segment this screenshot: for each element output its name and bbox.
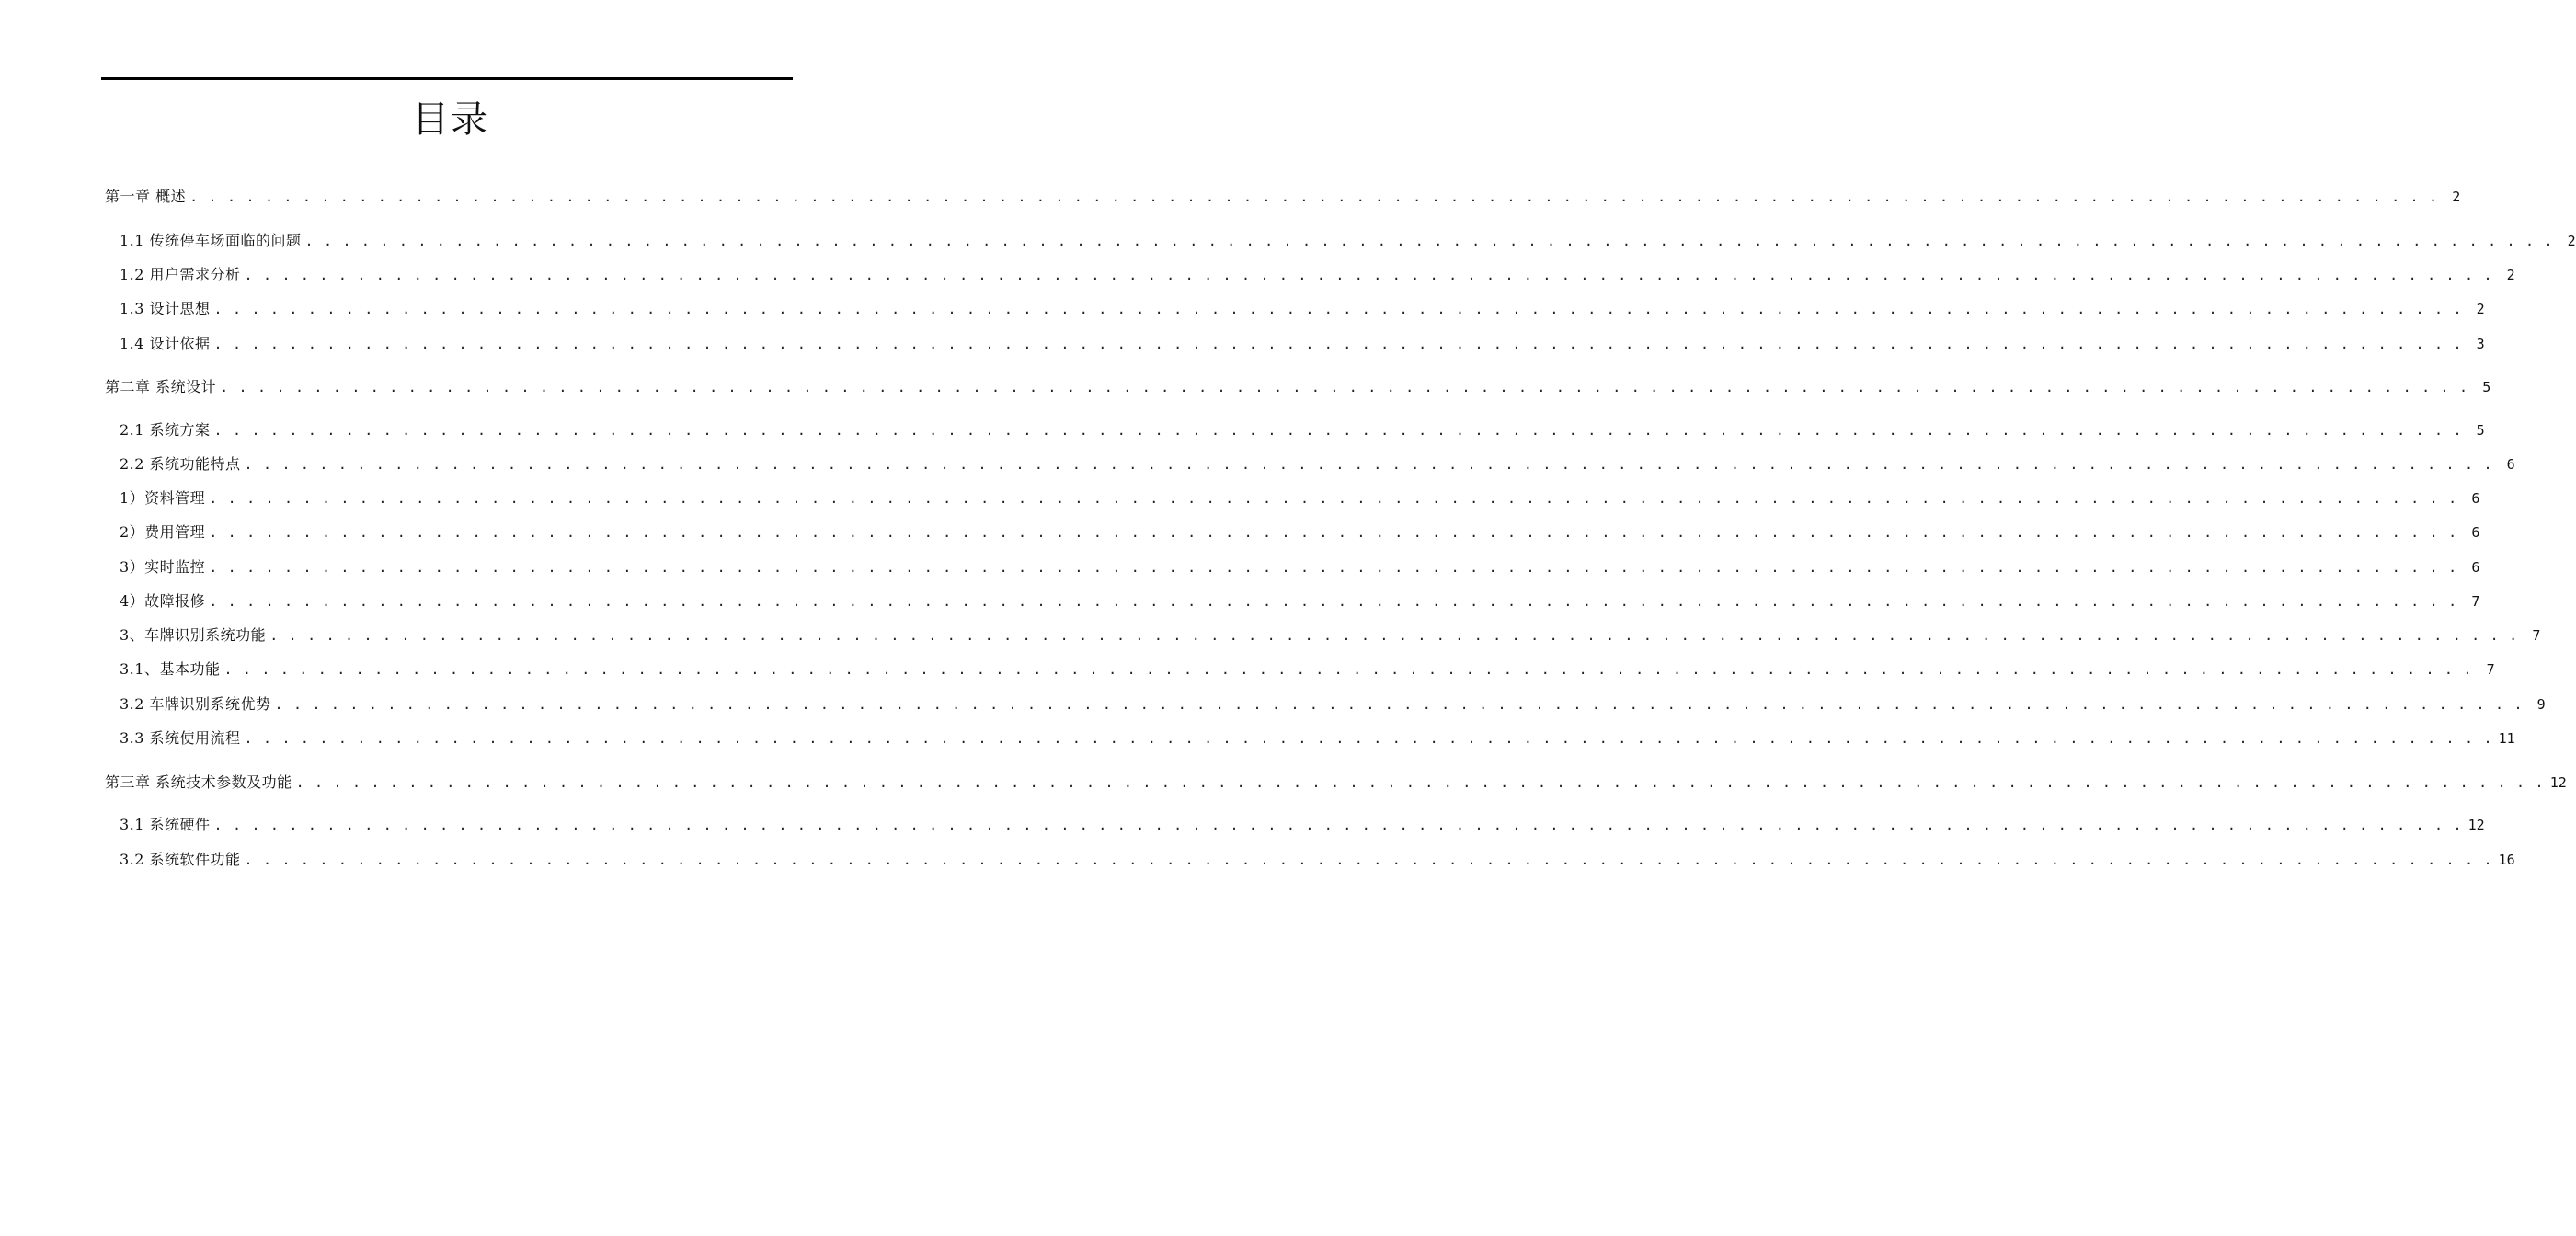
toc-dot-leader: . . . . . . . . . . . . . . . . . . . . . . . . . . . . . . . . . . . . . . . . . . . . . . . . . . . . . . . . . . . . . . . . . . . . . . . . . . . . . . . . . . . . . . . . . . . . . . . . . . . . . . . . . . . . . . . . . . . . . . . .	[209, 559, 2458, 576]
toc-section-row[interactable]	[120, 555, 2480, 579]
toc-dot-leader: . . . . . . . . . . . . . . . . . . . . . . . . . . . . . . . . . . . . . . . . . . . . . . . . . . . . . . . . . . . . . . . . . . . . . . . . . . . . . . . . . . . . . . . . . . . . . . . . . . . . . . . . . . . . . . . . . . . . . . . .	[189, 189, 2439, 205]
toc-entry-label: 3.2 系统软件功能	[120, 851, 241, 868]
toc-page-number: 3	[2476, 336, 2485, 352]
toc-section-row[interactable]	[120, 297, 2485, 321]
toc-chapter-row[interactable]	[105, 185, 2461, 209]
toc-entry-label: 3.1、基本功能	[120, 660, 221, 678]
toc-page-number: 6	[2506, 456, 2515, 473]
toc-page-number: 7	[2471, 593, 2480, 610]
toc-dot-leader: . . . . . . . . . . . . . . . . . . . . . . . . . . . . . . . . . . . . . . . . . . . . . . . . . . . . . . . . . . . . . . . . . . . . . . . . . . . . . . . . . . . . . . . . . . . . . . . . . . . . . . . . . . . . . . . . . . . . . . . .	[213, 817, 2463, 833]
toc-section-row[interactable]	[120, 624, 2541, 647]
toc-dot-leader: . . . . . . . . . . . . . . . . . . . . . . . . . . . . . . . . . . . . . . . . . . . . . . . . . . . . . . . . . . . . . . . . . . . . . . . . . . . . . . . . . . . . . . . . . . . . . . . . . . . . . . . . . . . . . . . . . . . . . . . .	[304, 233, 2554, 249]
toc-dot-leader: . . . . . . . . . . . . . . . . . . . . . . . . . . . . . . . . . . . . . . . . . . . . . . . . . . . . . . . . . . . . . . . . . . . . . . . . . . . . . . . . . . . . . . . . . . . . . . . . . . . . . . . . . . . . . . . . . . . . . . . .	[213, 301, 2463, 317]
toc-entry-label: 第二章 系统设计	[105, 378, 217, 395]
toc-dot-leader: . . . . . . . . . . . . . . . . . . . . . . . . . . . . . . . . . . . . . . . . . . . . . . . . . . . . . . . . . . . . . . . . . . . . . . . . . . . . . . . . . . . . . . . . . . . . . . . . . . . . . . . . . . . . . . . . . . . . . . . .	[244, 730, 2493, 747]
toc-page-number: 12	[2467, 817, 2485, 833]
toc-entry-label: 3）实时监控	[120, 558, 206, 576]
toc-chapter-row[interactable]	[105, 375, 2491, 399]
toc-dot-leader: . . . . . . . . . . . . . . . . . . . . . . . . . . . . . . . . . . . . . . . . . . . . . . . . . . . . . . . . . . . . . . . . . . . . . . . . . . . . . . . . . . . . . . . . . . . . . . . . . . . . . . . . . . . . . . . . . . . . . . . .	[209, 593, 2458, 610]
toc-entry-label: 1）资料管理	[120, 489, 206, 507]
toc-section-row[interactable]	[120, 813, 2485, 837]
toc-dot-leader: . . . . . . . . . . . . . . . . . . . . . . . . . . . . . . . . . . . . . . . . . . . . . . . . . . . . . . . . . . . . . . . . . . . . . . . . . . . . . . . . . . . . . . . . . . . . . . . . . . . . . . . . . . . . . . . . . . . . . . . .	[244, 852, 2493, 868]
toc-page-number: 6	[2471, 524, 2480, 541]
toc-section-row[interactable]	[120, 452, 2515, 476]
toc-entry-label: 第三章 系统技术参数及功能	[105, 773, 292, 791]
toc-section-row[interactable]	[120, 848, 2515, 872]
toc-entry-label: 2.1 系统方案	[120, 421, 211, 439]
page-title: 目录	[412, 98, 489, 141]
toc-page-number: 11	[2498, 730, 2515, 747]
toc-page-number: 6	[2471, 559, 2480, 576]
toc-dot-leader: . . . . . . . . . . . . . . . . . . . . . . . . . . . . . . . . . . . . . . . . . . . . . . . . . . . . . . . . . . . . . . . . . . . . . . . . . . . . . . . . . . . . . . . . . . . . . . . . . . . . . . . . . . . . . . . . . . . . . . . .	[244, 456, 2493, 473]
toc-dot-leader: . . . . . . . . . . . . . . . . . . . . . . . . . . . . . . . . . . . . . . . . . . . . . . . . . . . . . . . . . . . . . . . . . . . . . . . . . . . . . . . . . . . . . . . . . . . . . . . . . . . . . . . . . . . . . . . . . . . . . . . .	[213, 336, 2463, 352]
toc-section-row[interactable]	[120, 658, 2495, 681]
toc-section-row[interactable]	[120, 332, 2485, 356]
toc-section-row[interactable]	[120, 727, 2515, 750]
toc-page-number: 12	[2549, 774, 2567, 791]
toc-page-number: 2	[2506, 267, 2515, 283]
toc-page-number: 2	[2452, 189, 2461, 205]
toc-section-row[interactable]	[120, 589, 2480, 613]
toc-entry-label: 1.3 设计思想	[120, 300, 211, 317]
toc-page-number: 9	[2536, 696, 2546, 713]
toc-dot-leader: . . . . . . . . . . . . . . . . . . . . . . . . . . . . . . . . . . . . . . . . . . . . . . . . . . . . . . . . . . . . . . . . . . . . . . . . . . . . . . . . . . . . . . . . . . . . . . . . . . . . . . . . . . . . . . . . . . . . . . . .	[274, 696, 2524, 713]
toc-page-number: 7	[2486, 661, 2495, 678]
toc-page-number: 7	[2532, 627, 2541, 644]
toc-entry-label: 1.2 用户需求分析	[120, 266, 241, 283]
toc-page-number: 5	[2482, 379, 2491, 395]
toc-page-number: 2	[2476, 301, 2485, 317]
toc-page-number: 5	[2476, 422, 2485, 439]
toc-page-number: 16	[2498, 852, 2515, 868]
toc-entry-label: 2.2 系统功能特点	[120, 455, 241, 473]
toc-entry-label: 2）费用管理	[120, 523, 206, 541]
toc-section-row[interactable]	[120, 418, 2485, 442]
toc-page-number: 2	[2567, 233, 2576, 249]
toc-section-row[interactable]	[120, 486, 2480, 510]
toc-section-row[interactable]	[120, 692, 2546, 716]
toc-dot-leader: . . . . . . . . . . . . . . . . . . . . . . . . . . . . . . . . . . . . . . . . . . . . . . . . . . . . . . . . . . . . . . . . . . . . . . . . . . . . . . . . . . . . . . . . . . . . . . . . . . . . . . . . . . . . . . . . . . . . . . . .	[220, 379, 2469, 395]
toc-dot-leader: . . . . . . . . . . . . . . . . . . . . . . . . . . . . . . . . . . . . . . . . . . . . . . . . . . . . . . . . . . . . . . . . . . . . . . . . . . . . . . . . . . . . . . . . . . . . . . . . . . . . . . . . . . . . . . . . . . . . . . . .	[223, 661, 2473, 678]
toc-dot-leader: . . . . . . . . . . . . . . . . . . . . . . . . . . . . . . . . . . . . . . . . . . . . . . . . . . . . . . . . . . . . . . . . . . . . . . . . . . . . . . . . . . . . . . . . . . . . . . . . . . . . . . . . . . . . . . . . . . . . . . . .	[213, 422, 2463, 439]
toc-section-row[interactable]	[120, 521, 2480, 544]
toc-entry-label: 3.2 车牌识别系统优势	[120, 695, 271, 713]
toc-entry-label: 3.3 系统使用流程	[120, 729, 241, 747]
toc-entry-label: 1.1 传统停车场面临的问题	[120, 232, 302, 249]
toc-entry-label: 第一章 概述	[105, 188, 187, 205]
toc-section-row[interactable]	[120, 229, 2576, 253]
toc-dot-leader: . . . . . . . . . . . . . . . . . . . . . . . . . . . . . . . . . . . . . . . . . . . . . . . . . . . . . . . . . . . . . . . . . . . . . . . . . . . . . . . . . . . . . . . . . . . . . . . . . . . . . . . . . . . . . . . . . . . . . . . .	[269, 627, 2519, 644]
toc-section-row[interactable]	[120, 263, 2515, 287]
toc-page-number: 6	[2471, 490, 2480, 507]
toc-dot-leader: . . . . . . . . . . . . . . . . . . . . . . . . . . . . . . . . . . . . . . . . . . . . . . . . . . . . . . . . . . . . . . . . . . . . . . . . . . . . . . . . . . . . . . . . . . . . . . . . . . . . . . . . . . . . . . . . . . . . . . . .	[209, 524, 2458, 541]
toc-entry-label: 3.1 系统硬件	[120, 816, 211, 833]
toc-entry-label: 3、车牌识别系统功能	[120, 626, 267, 644]
header-rule	[101, 77, 793, 80]
toc-entry-label: 1.4 设计依据	[120, 335, 211, 352]
toc-dot-leader: . . . . . . . . . . . . . . . . . . . . . . . . . . . . . . . . . . . . . . . . . . . . . . . . . . . . . . . . . . . . . . . . . . . . . . . . . . . . . . . . . . . . . . . . . . . . . . . . . . . . . . . . . . . . . . . . . . . . . . . .	[209, 490, 2458, 507]
toc-dot-leader: . . . . . . . . . . . . . . . . . . . . . . . . . . . . . . . . . . . . . . . . . . . . . . . . . . . . . . . . . . . . . . . . . . . . . . . . . . . . . . . . . . . . . . . . . . . . . . . . . . . . . . . . . . . . . . . . . . . . . . . .	[295, 774, 2545, 791]
toc-dot-leader: . . . . . . . . . . . . . . . . . . . . . . . . . . . . . . . . . . . . . . . . . . . . . . . . . . . . . . . . . . . . . . . . . . . . . . . . . . . . . . . . . . . . . . . . . . . . . . . . . . . . . . . . . . . . . . . . . . . . . . . .	[244, 267, 2493, 283]
toc-chapter-row[interactable]	[105, 771, 2567, 795]
toc-entry-label: 4）故障报修	[120, 592, 206, 610]
